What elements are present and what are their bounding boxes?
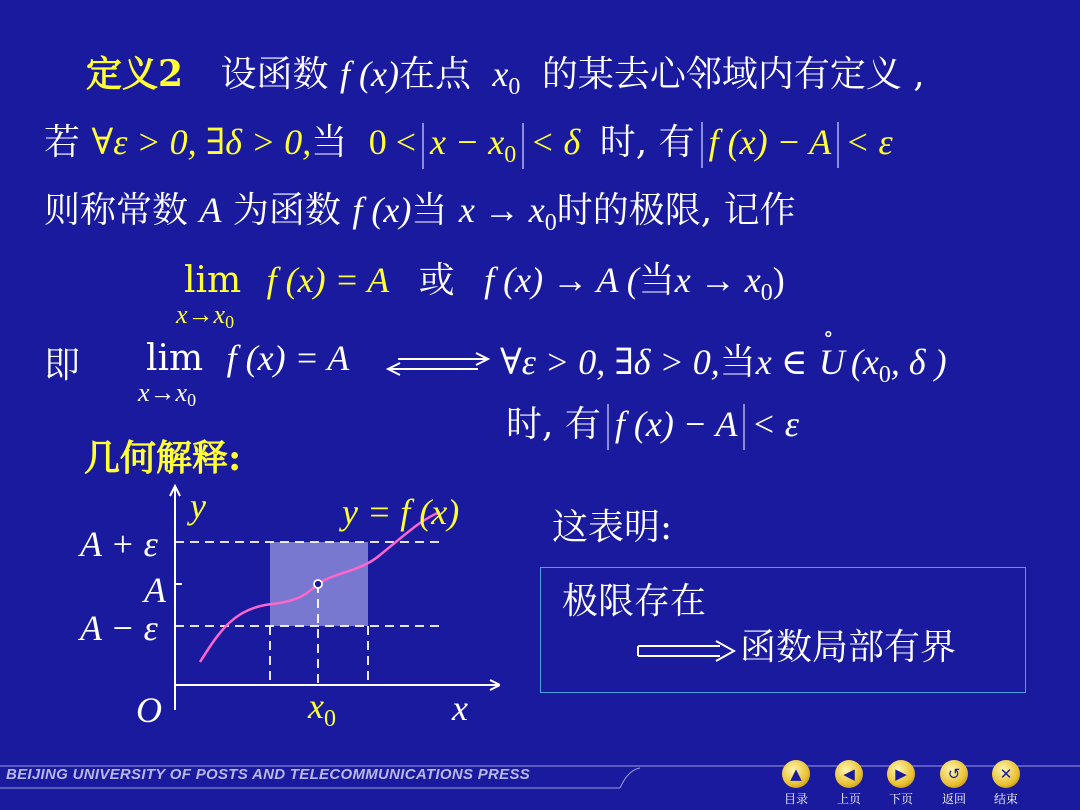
x0: $x_0$ xyxy=(492,54,521,100)
x0-label: $x_0$ xyxy=(308,686,336,732)
curve-label: y = f (x) xyxy=(342,492,460,532)
publisher-brand: BEIJING UNIVERSITY OF POSTS AND TELECOMMUNICATIONS PRESS xyxy=(6,766,531,783)
text: 当 xyxy=(411,190,448,231)
or-text: 或 xyxy=(418,260,455,301)
equivalence-arrow-icon xyxy=(384,352,492,376)
text: 若 xyxy=(44,122,81,163)
text: 时, 有 xyxy=(599,122,695,163)
ring-mark: ∘ xyxy=(822,321,834,346)
geom-title: 几何解释: xyxy=(84,437,242,479)
up-icon: ▲ xyxy=(782,760,810,788)
nav-label: 返回 xyxy=(941,792,966,806)
quantifiers: ∀ε > 0, ∃δ > 0, xyxy=(500,342,720,382)
nav-label: 下页 xyxy=(888,792,913,806)
fx: f (x) xyxy=(352,190,412,230)
nav-label: 目录 xyxy=(783,792,808,806)
formula-2-right xyxy=(500,321,947,389)
punctured-neighborhood: ∘ U ($x_0$, δ ) xyxy=(819,342,947,382)
arrow-expr: $x \to x_0$ xyxy=(458,190,557,236)
A-label: A xyxy=(144,570,166,610)
formula-body: f (x) = A xyxy=(266,260,390,300)
nav-end-button[interactable] xyxy=(982,760,1030,807)
lim: lim xyxy=(184,260,242,301)
definition-line-2 xyxy=(44,120,893,169)
next-icon: ▶ xyxy=(887,760,915,788)
definition-heading: 定义2 xyxy=(86,53,184,95)
limit-point xyxy=(314,580,322,588)
note-lead: 这表明: xyxy=(552,507,673,548)
formula-2-left xyxy=(146,336,349,381)
definition-line-3 xyxy=(44,188,796,237)
A-minus-eps-label: A − ε xyxy=(80,608,158,648)
nav-next-button[interactable] xyxy=(877,760,925,807)
text: 当 xyxy=(719,342,756,383)
return-icon: ↺ xyxy=(940,760,968,788)
nav-contents-button[interactable] xyxy=(772,760,820,807)
formula-2-line-2 xyxy=(506,402,799,450)
inequality-rhs: < ε xyxy=(751,404,799,444)
prev-icon: ◀ xyxy=(835,760,863,788)
footer-bar xyxy=(0,760,1080,810)
x-axis-label: x xyxy=(452,688,468,728)
implies-arrow-icon xyxy=(636,640,736,662)
y-axis-label: y xyxy=(190,486,206,526)
A-plus-eps-label: A + ε xyxy=(80,524,158,564)
formula-1 xyxy=(184,258,785,307)
nav-label: 结束 xyxy=(993,792,1018,806)
inequality-rhs: < ε xyxy=(845,122,893,162)
text: 为函数 xyxy=(232,190,341,231)
ji-label: 即 xyxy=(44,345,81,386)
text: 在点 xyxy=(398,54,471,95)
nav-prev-button[interactable] xyxy=(825,760,873,807)
nav-label: 上页 xyxy=(836,792,861,806)
inequality: f (x) − A xyxy=(614,404,738,444)
origin-label: O xyxy=(136,690,162,730)
alt-formula: f (x) → A (当$x \to x_0$) xyxy=(484,260,785,306)
condition: $0 < x - x_0 < \delta$ xyxy=(368,122,581,168)
note-line-1: 极限存在 xyxy=(562,581,707,622)
text: 设函数 xyxy=(220,54,329,95)
text: 时, 有 xyxy=(506,404,601,445)
text: 的某去心邻域内有定义 , xyxy=(541,54,925,95)
x-in: x ∈ xyxy=(755,342,808,382)
text: 则称常数 xyxy=(44,190,189,231)
close-icon: ✕ xyxy=(992,760,1020,788)
lim: lim xyxy=(146,338,204,379)
note-line-2: 函数局部有界 xyxy=(740,627,957,668)
lim-subscript: x→x0 xyxy=(176,300,235,332)
lim-subscript: x→x0 xyxy=(138,378,197,410)
inequality: f (x) − A xyxy=(708,122,832,162)
text: 当 xyxy=(311,122,348,163)
formula-body: f (x) = A xyxy=(226,338,350,378)
text: 时的极限, 记作 xyxy=(556,190,796,231)
fx: f (x) xyxy=(339,54,399,94)
nav-back-button[interactable] xyxy=(930,760,978,807)
quantifiers: ∀ε > 0, ∃δ > 0, xyxy=(91,122,312,162)
definition-line-1 xyxy=(86,52,925,101)
A: A xyxy=(199,190,222,230)
